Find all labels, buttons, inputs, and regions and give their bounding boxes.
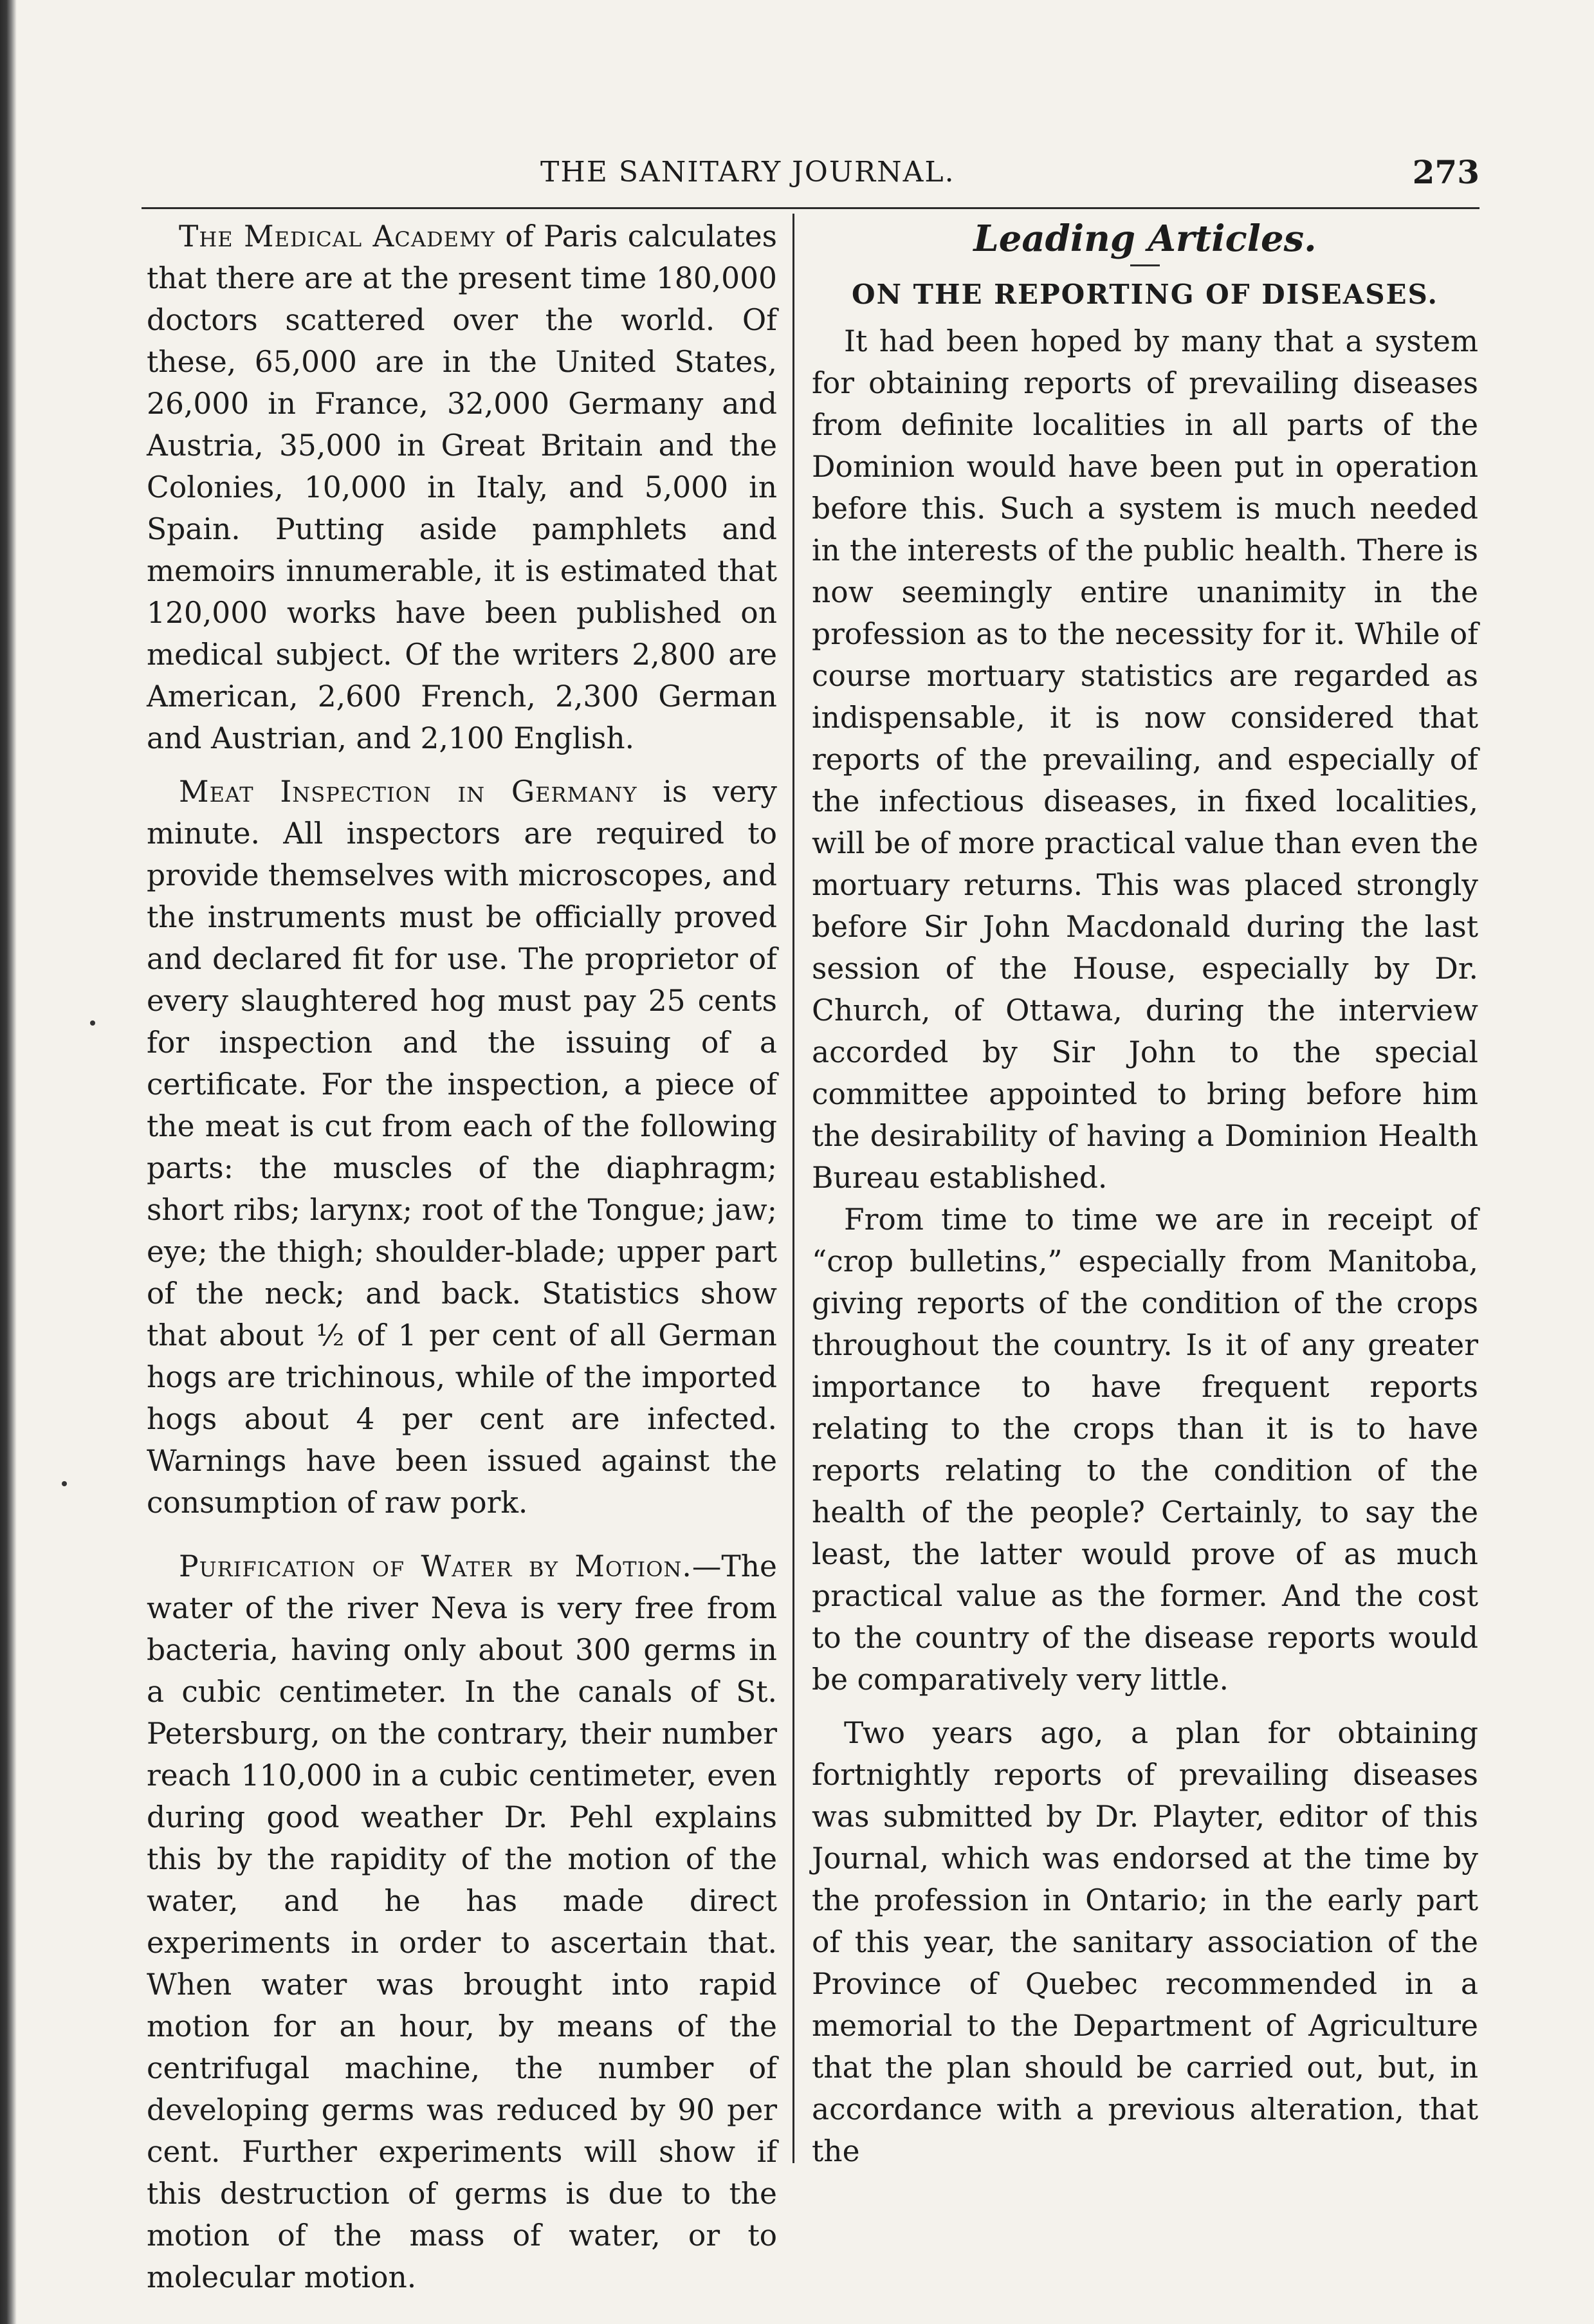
note-text: of Paris calculates that there are at the present time 180,000 doctors scattered over the world. Of these, 65,000 are in the United States, 26,000 in France, 32,000 Germany and Austria, 35,000 in Great Britain and the Colonies, 10,000 in Italy, and 5,000 in Spain. Putting aside pamphlets and memoirs innumerable, it is estimated that 120,000 works have been published on medical subject. Of the writers 2,800 are American, 2,600 French, 2,300 German and Austrian, and 2,100 English. xyxy=(147,219,777,755)
page-header xyxy=(142,153,1479,205)
header-rule xyxy=(142,207,1479,209)
page-binding-edge xyxy=(0,0,17,2324)
note-text: —The water of the river Neva is very free from bacteria, having only about 300 germs in a cubic centimeter. In the canals of St. Petersburg, on the contrary, their number reach 110,000 in a cubic centimeter, even during good weather Dr. Pehl explains this by the rapidity of the motion of the water, and he has made direct experiments in order to ascertain that. When water was brought into rapid motion for an hour, by means of the centrifugal machine, the number of developing germs was reduced by 90 per cent. Further experiments will show if this destruction of germs is due to the motion of the mass of water, or to molecular motion. xyxy=(147,1549,777,2294)
heading-rule xyxy=(1130,264,1160,266)
left-column xyxy=(147,216,777,2294)
note-meat-inspection xyxy=(147,771,777,1524)
running-title: THE SANITARY JOURNAL. xyxy=(540,156,955,189)
article-paragraph: From time to time we are in receipt of “crop bulletins,” especially from Manitoba, giving reports of the condition of the crops throughout the country. Is it of any greater importance to have frequent reports relating to the crops than it is to have reports relating to the condition of the health of the people? Certainly, to say the least, the latter would prove of as much practical value as the former. And the cost to the country of the disease reports would be comparatively very little. xyxy=(812,1203,1478,1697)
note-text: is very minute. All inspectors are required to provide themselves with microscopes, and the instruments must be officially proved and declared fit for use. The proprietor of every slaughtered hog must pay 25 cents for inspection and the issuing of a certificate. For the inspection, a piece of the meat is cut from each of the following parts: the muscles of the diaphragm; short ribs; larynx; root of the Tongue; jaw; eye; the thigh; shoulder-blade; upper part of the neck; and back. Statistics show that about ½ of 1 per cent of all German hogs are trichinous, while of the imported hogs about 4 per cent are infected. Warnings have been issued against the consumption of raw pork. xyxy=(147,775,777,1520)
note-water-purification xyxy=(147,1545,777,2298)
article-paragraph: Two years ago, a plan for obtaining fortnightly reports of prevailing diseases was submitted by Dr. Playter, editor of this Journal, which was endorsed at the time by the profession in Ontario; in the early part of this year, the sanitary association of the Province of Quebec recommended in a memorial to the Department of Agriculture that the plan should be carried out, but, in accordance with a previous alteration, that the xyxy=(812,1716,1478,2168)
article-paragraph: It had been hoped by many that a system for obtaining reports of prevailing diseases from definite localities in all parts of the Dominion would have been put in operation before this. Such a system is much needed in the interests of the public health. There is now seemingly entire unanimity in the profession as to the necessity for it. While of course mortuary statistics are regarded as indispensable, it is now considered that reports of the prevailing, and especially of the infectious diseases, in fixed localities, will be of more practical value than even the mortuary returns. This was placed strongly before Sir John Macdonald during the last session of the House, especially by Dr. Church, of Ottawa, during the interview accorded by Sir John to the special committee appointed to bring before him the desirability of having a Dominion Health Bureau established. xyxy=(812,324,1478,1195)
note-lead: Purification of Water by Motion. xyxy=(179,1549,692,1583)
note-medical-academy xyxy=(147,216,777,759)
note-lead: The Medical Academy xyxy=(179,219,495,254)
page-number: 273 xyxy=(1412,153,1479,191)
article-heading: ON THE REPORTING OF DISEASES. xyxy=(851,279,1439,310)
column-divider xyxy=(792,214,794,2163)
section-heading: Leading Articles. xyxy=(973,217,1317,260)
margin-dot xyxy=(90,1020,95,1026)
margin-dot xyxy=(62,1481,67,1486)
right-column xyxy=(812,216,1478,2178)
note-lead: Meat Inspection in Germany xyxy=(179,775,637,809)
